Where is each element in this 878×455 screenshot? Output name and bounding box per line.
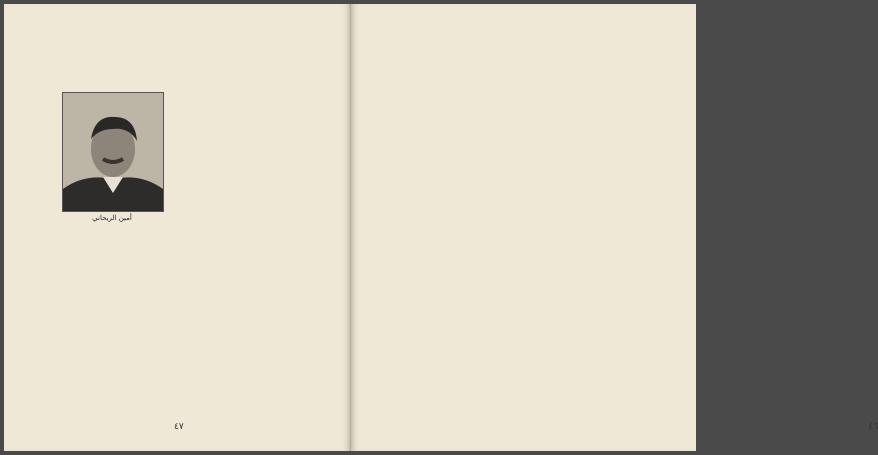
right-page <box>351 4 878 451</box>
right-page-number: ٤٦ <box>868 422 878 432</box>
author-portrait <box>62 92 164 212</box>
portrait-caption: أمين الريحاني <box>92 214 132 222</box>
book-spread <box>4 4 878 451</box>
portrait-image <box>63 93 163 211</box>
left-page-number: ٤٧ <box>174 422 184 432</box>
left-page <box>4 4 351 451</box>
